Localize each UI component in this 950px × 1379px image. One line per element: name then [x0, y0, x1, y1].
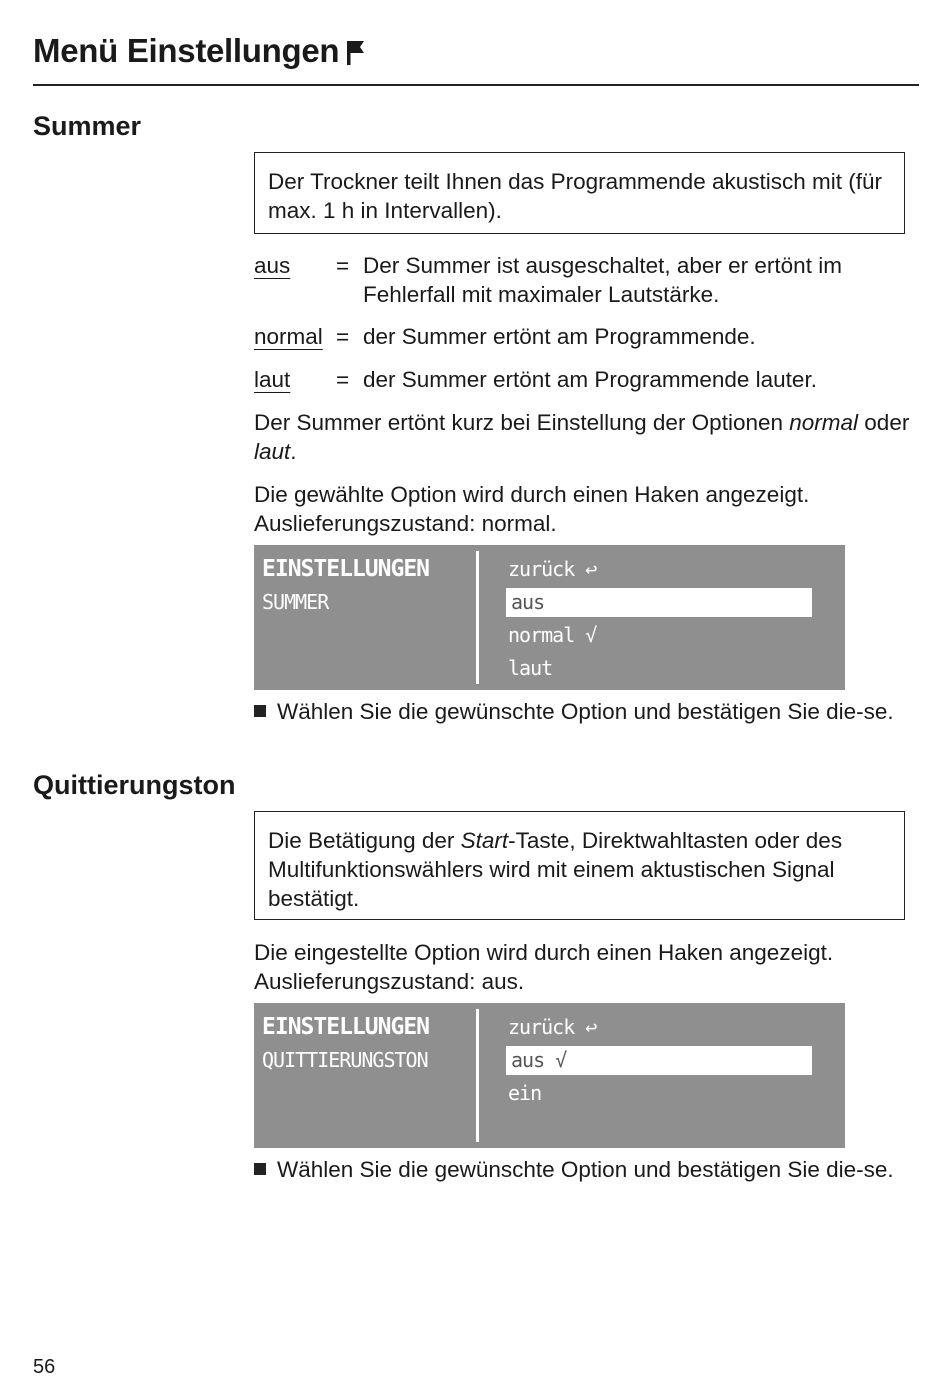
option-key: normal [254, 324, 323, 349]
display-menu-item-back[interactable] [506, 553, 812, 586]
summer-paragraph-default [254, 480, 919, 538]
page-title [33, 32, 367, 70]
paragraph-text: oder [858, 410, 910, 435]
return-arrow-icon: ↩ [585, 1015, 597, 1039]
bullet-square-icon [254, 705, 266, 717]
page-number: 56 [33, 1356, 56, 1378]
option-row-aus [254, 251, 914, 309]
menu-item-label: aus [511, 1048, 545, 1072]
display-title: EINSTELLUNGEN [262, 556, 430, 582]
section-heading-quittierungston: Quittierungston [33, 770, 236, 800]
display-menu [506, 553, 812, 685]
option-equals: = [336, 367, 350, 392]
paragraph-line: Auslieferungszustand: aus. [254, 969, 525, 994]
display-quittierungston [254, 1003, 845, 1148]
display-summer [254, 545, 845, 690]
quittierungston-paragraph-default [254, 938, 919, 996]
display-menu-item-aus[interactable] [506, 1046, 812, 1075]
option-equals: = [336, 324, 350, 349]
paragraph-text: . [290, 439, 297, 464]
summer-note-box: Der Trockner teilt Ihnen das Programmende akustisch mit (für max. 1 h in Intervallen). [254, 152, 905, 234]
check-mark-icon: √ [585, 623, 597, 647]
option-key: laut [254, 367, 291, 392]
display-subtitle: SUMMER [262, 590, 329, 614]
menu-item-label: ein [508, 1081, 542, 1105]
summer-instruction [254, 697, 918, 755]
page-title-text: Menü Einstellungen [33, 32, 340, 69]
paragraph-line: Auslieferungszustand: normal. [254, 511, 557, 536]
option-description: der Summer ertönt am Programmende lauter. [363, 367, 817, 392]
section-heading-summer: Summer [33, 111, 142, 141]
menu-item-label: laut [508, 656, 553, 680]
title-divider [33, 84, 919, 86]
menu-item-label: zurück [508, 1015, 575, 1039]
note-text: Die Betätigung der [268, 828, 461, 853]
paragraph-line: Die gewählte Option wird durch einen Haken angezeigt. [254, 482, 810, 507]
paragraph-text: Der Summer ertönt kurz bei Einstellung der Optionen [254, 410, 790, 435]
display-subtitle: QUITTIERUNGSTON [262, 1048, 428, 1072]
menu-item-label: zurück [508, 557, 575, 581]
start-key-italic: Start [460, 828, 509, 853]
quittierungston-instruction [254, 1155, 918, 1213]
display-menu-item-laut[interactable] [506, 652, 812, 685]
paragraph-line: Die eingestellte Option wird durch einen Haken angezeigt. [254, 940, 834, 965]
option-description: Der Summer ist ausgeschaltet, aber er ertönt im Fehlerfall mit maximaler Lautstärke. [363, 253, 842, 307]
note-text: -Taste, Direktwahltasten oder des Multifunktionswählers wird mit einem aktustischen Signal bestätigt. [268, 828, 843, 911]
return-arrow-icon: ↩ [585, 557, 597, 581]
summer-paragraph-options [254, 408, 919, 466]
display-title: EINSTELLUNGEN [262, 1014, 430, 1040]
display-header [262, 553, 429, 619]
menu-item-label: normal [508, 623, 575, 647]
display-menu-item-back[interactable] [506, 1011, 812, 1044]
option-key: aus [254, 253, 291, 278]
bullet-square-icon [254, 1163, 266, 1175]
quittierungston-note-box [254, 811, 905, 920]
option-equals: = [336, 253, 350, 278]
display-menu-item-aus[interactable] [506, 588, 812, 617]
option-row-laut [254, 365, 914, 394]
display-header [262, 1011, 429, 1077]
menu-item-label: aus [511, 590, 545, 614]
flag-icon [345, 35, 367, 67]
display-separator [476, 551, 479, 684]
display-menu [506, 1011, 812, 1110]
option-name-italic: normal [789, 410, 859, 435]
option-row-normal [254, 322, 914, 351]
instruction-text: Wählen Sie die gewünschte Option und bestätigen Sie die-se. [277, 699, 894, 724]
display-menu-item-ein[interactable] [506, 1077, 812, 1110]
option-name-italic: laut [254, 439, 291, 464]
instruction-text: Wählen Sie die gewünschte Option und bestätigen Sie die-se. [277, 1157, 894, 1182]
display-menu-item-normal[interactable] [506, 619, 812, 652]
check-mark-icon: √ [555, 1048, 567, 1072]
display-separator [476, 1009, 479, 1142]
option-description: der Summer ertönt am Programmende. [363, 324, 756, 349]
